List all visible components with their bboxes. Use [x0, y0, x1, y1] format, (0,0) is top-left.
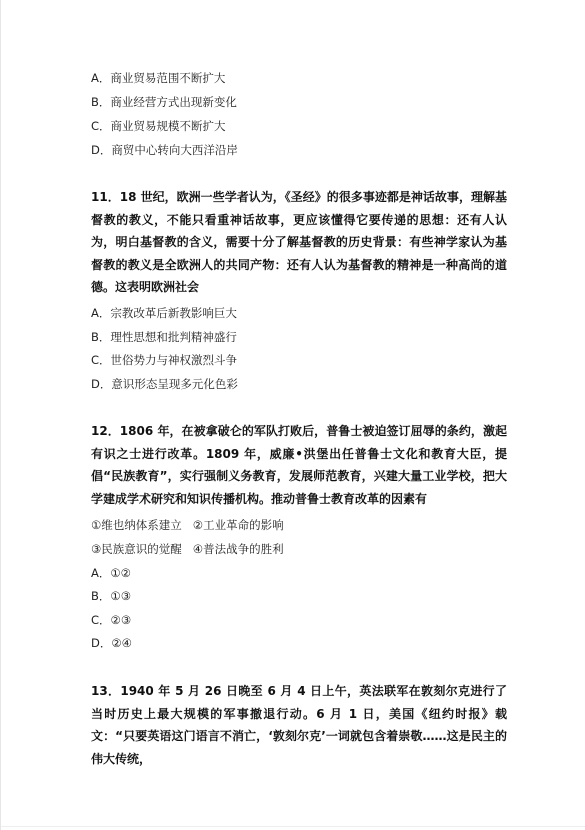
q10-option-c: C．商业贸易规模不断扩大: [91, 119, 226, 133]
q12-stem: 12．1806 年，在被拿破仑的军队打败后，普鲁士被迫签订屈辱的条约，激起有识之士进行改革。1809 年，威廉•洪堡出任普鲁士文化和教育大臣，提倡“民族教育”，实行强制义务教育，发展师范教育，兴建大量工业学校，把大学建成学术研究和知识传播机构。推动普鲁士教育改革的因素有: [91, 424, 507, 506]
q13-stem: 13．1940 年 5 月 26 日晚至 6 月 4 日上午，英法联军在敦刻尔克进行了当时历史上最大规模的军事撤退行动。6 月 1 日，美国《纽约时报》载文：“只要英语这门语言不消亡，‘敦刻尔克’一词就包含着崇敬……这是民主的伟大传统，: [91, 684, 507, 766]
q12-option-b: B．①③: [91, 589, 132, 603]
q10-option-a: A．商业贸易范围不断扩大: [91, 71, 226, 85]
q12-item-row-1: ①维也纳体系建立 ②工业革命的影响: [91, 518, 284, 532]
q11-stem: 11．18 世纪，欧洲一些学者认为，《圣经》的很多事迹都是神话故事，理解基督教的教义，不能只看重神话故事，更应该懂得它要传递的思想：还有人认为，明白基督教的含义，需要十分了解基督教的历史背景：有些神学家认为基督教的教义是全欧洲人的共同产物：还有人认为基督教的精神是一种高尚的道德。这表明欧洲社会: [91, 190, 507, 294]
q10-option-d: D．商贸中心转向大西洋沿岸: [91, 143, 238, 157]
q12-option-d: D．②④: [91, 636, 132, 650]
q12-item-row-2: ③民族意识的觉醒 ④普法战争的胜利: [91, 542, 284, 556]
q11-option-b: B．理性思想和批判精神盛行: [91, 330, 237, 344]
q10-option-b: B．商业经营方式出现新变化: [91, 95, 237, 109]
q12-option-a: A．①②: [91, 566, 131, 580]
page-bottom-divider: [1, 826, 585, 827]
q11-option-d: D．意识形态呈现多元化色彩: [91, 377, 238, 391]
q11-option-c: C．世俗势力与神权激烈斗争: [91, 353, 238, 367]
q11-option-a: A．宗教改革后新教影响巨大: [91, 306, 237, 320]
q12-option-c: C．②③: [91, 613, 132, 627]
